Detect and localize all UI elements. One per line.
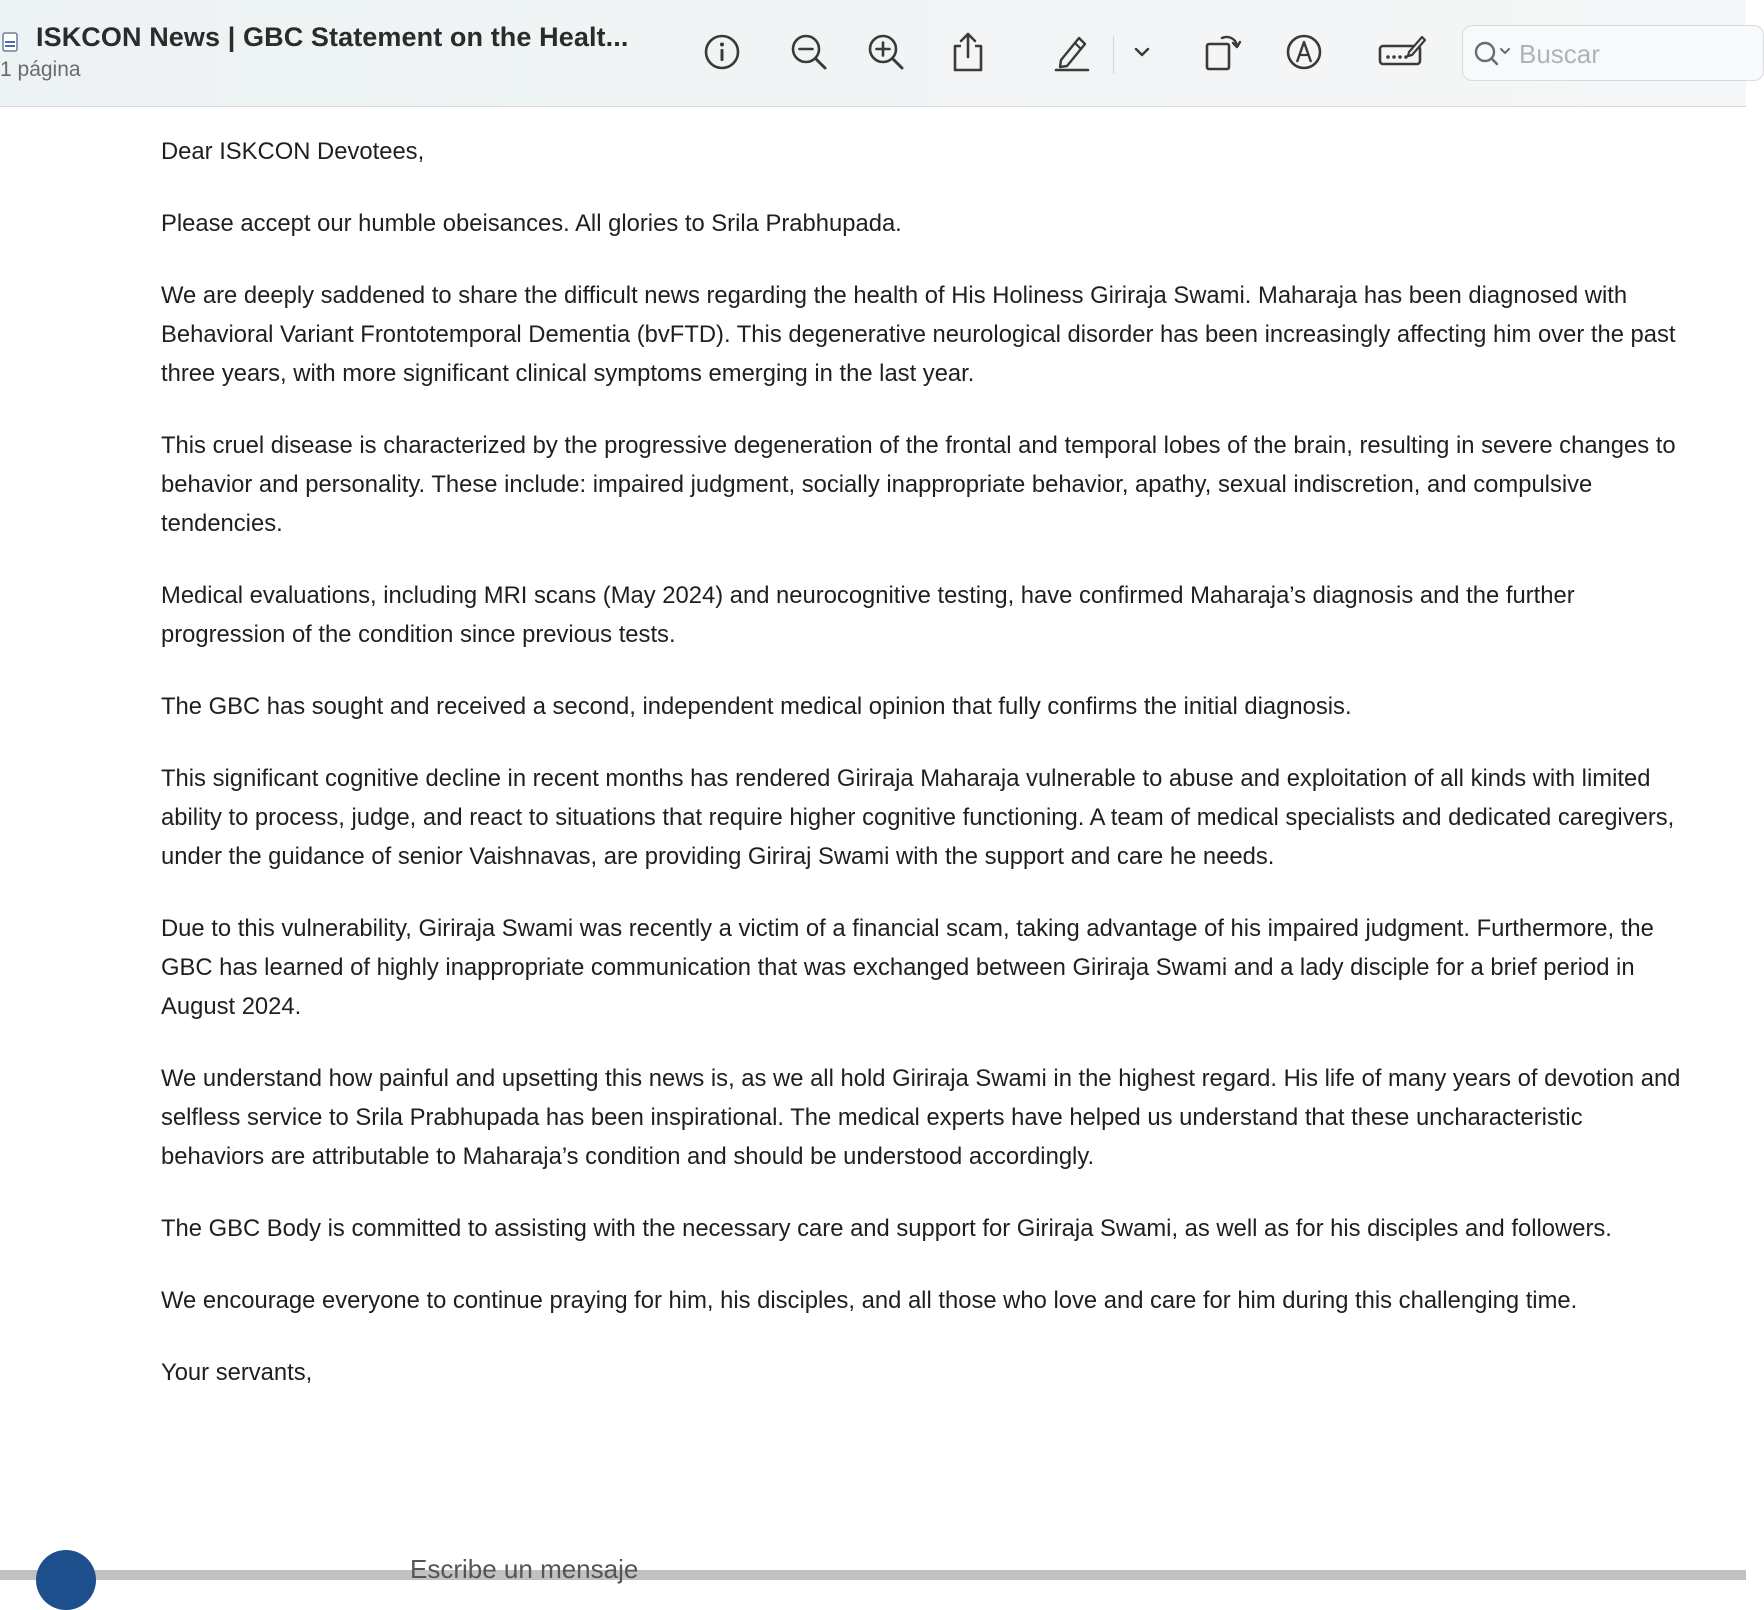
paragraph-understanding: We understand how painful and upsetting this news is, as we all hold Giriraja Swami in the highest regard. His life of many years of devotion and selfless service to Srila Prabhupada has been inspirational. The medical experts have helped us understand that these uncharacteristic behaviors are attributable to Maharaja’s condition and should be understood accordingly. (161, 1065, 1681, 1170)
search-input[interactable] (1517, 36, 1751, 72)
paragraph-vulnerability: Due to this vulnerability, Giriraja Swami was recently a victim of a financial scam, taking advantage of his impaired judgment. Furthermore, the GBC has learned of highly inappropriate communication that was exchanged between Giriraja Swami and a lady disciple for a brief period in August 2024. (161, 915, 1654, 1020)
search-field[interactable] (1462, 25, 1764, 81)
zoom-out-icon (789, 32, 829, 72)
toolbar-divider (1113, 36, 1114, 74)
paragraph-disease: This cruel disease is characterized by the progressive degeneration of the frontal and temporal lobes of the brain, resulting in severe changes to behavior and personality. These include: impaired judgment, socially inappropriate behavior, apathy, sexual indiscretion, and compulsive tendencies. (161, 432, 1676, 537)
zoom-out-button[interactable] (787, 30, 831, 74)
form-fill-button[interactable] (1377, 30, 1427, 74)
paragraph-commitment: The GBC Body is committed to assisting with the necessary care and support for Giriraja Swami, as well as for his disciples and followers. (161, 1215, 1612, 1242)
info-icon (703, 33, 741, 71)
rotate-icon (1202, 31, 1242, 73)
zoom-in-icon (866, 32, 906, 72)
message-input-placeholder[interactable]: Escribe un mensaje (410, 1554, 639, 1584)
form-fill-icon (1377, 32, 1427, 72)
paragraph-diagnosis: We are deeply saddened to share the difficult news regarding the health of His Holiness Giriraja Swami. Maharaja has been diagnosed with Behavioral Variant Frontotemporal Dementia (bvFTD). This degenerative neurological disorder has been increasingly affecting him over the past three years, with more significant clinical symptoms emerging in the last year. (161, 282, 1676, 387)
search-icon (1473, 40, 1513, 68)
zoom-in-button[interactable] (864, 30, 908, 74)
highlight-options-button[interactable] (1120, 30, 1164, 74)
rotate-button[interactable] (1200, 30, 1244, 74)
markup-icon (1284, 32, 1324, 72)
toolbar (0, 0, 1746, 107)
paragraph-evaluations: Medical evaluations, including MRI scans (May 2024) and neurocognitive testing, have confirmed Maharaja’s diagnosis and the further progression of the condition since previous tests. (161, 582, 1575, 648)
paragraph-prayer: We encourage everyone to continue praying for him, his disciples, and all those who love and care for him during this challenging time. (161, 1287, 1578, 1314)
paragraph-greeting: Dear ISKCON Devotees, (161, 138, 425, 165)
document-view[interactable] (0, 107, 1746, 1572)
paragraph-cognitive-decline: This significant cognitive decline in recent months has rendered Giriraja Maharaja vulnerable to abuse and exploitation of all kinds with limited ability to process, judge, and react to situations that require higher cognitive functioning. A team of medical specialists and dedicated caregivers, under the guidance of senior Vaishnavas, are providing Giriraj Swami with the support and care he needs. (161, 765, 1675, 870)
highlight-button[interactable] (1050, 30, 1094, 74)
paragraph-signoff: Your servants, (161, 1359, 313, 1386)
document-icon (2, 32, 20, 52)
share-icon (950, 31, 986, 73)
page-count: 1 página (0, 58, 81, 81)
window-title: ISKCON News | GBC Statement on the Healt... (36, 22, 629, 52)
share-button[interactable] (946, 30, 990, 74)
chevron-down-icon (1133, 46, 1151, 58)
info-button[interactable] (700, 30, 744, 74)
paragraph-second-opinion: The GBC has sought and received a second, independent medical opinion that fully confirms the initial diagnosis. (161, 693, 1352, 720)
background-window-strip (0, 1554, 1746, 1584)
highlight-pen-icon (1052, 32, 1092, 72)
paragraph-obeisances: Please accept our humble obeisances. All glories to Srila Prabhupada. (161, 210, 902, 237)
document-body (161, 132, 1681, 1425)
markup-button[interactable] (1282, 30, 1326, 74)
avatar (36, 1550, 96, 1610)
